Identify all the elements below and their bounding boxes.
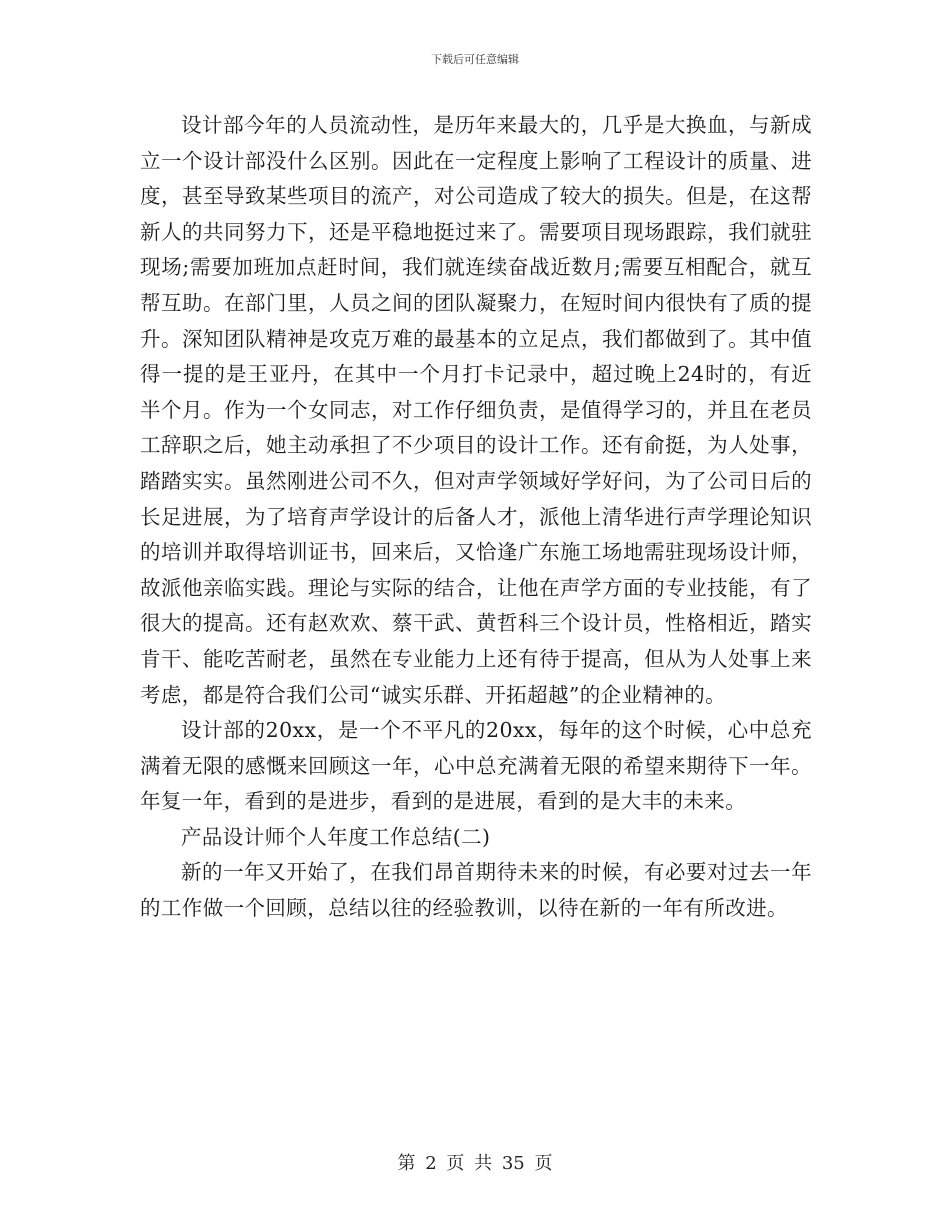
paragraph-year-reflection: 设计部的20xx，是一个不平凡的20xx，每年的这个时候，心中总充满着无限的感慨来回顾这一年，心中总充满着无限的希望来期待下一年。年复一年，看到的是进步，看到的是进展，看到的是大丰的未来。: [140, 718, 812, 814]
page-number-footer: 第 2 页 共 35 页: [397, 1153, 553, 1174]
page-header: 下载后可任意编辑: [431, 53, 519, 66]
paragraph-design-department-staff: 设计部今年的人员流动性，是历年来最大的，几乎是大换血，与新成立一个设计部没什么区别。因此在一定程度上影响了工程设计的质量、进度，甚至导致某些项目的流产，对公司造成了较大的损失。但是，在这帮新人的共同努力下，还是平稳地挺过来了。需要项目现场跟踪，我们就驻现场;需要加班加点赶时间，我们就连续奋战近数月;需要互相配合，就互帮互助。在部门里，人员之间的团队凝聚力，在短时间内很快有了质的提升。深知团队精神是攻克万难的最基本的立足点，我们都做到了。其中值得一提的是王亚丹，在其中一个月打卡记录中，超过晚上24时的，有近半个月。作为一个女同志，对工作仔细负责，是值得学习的，并且在老员工辞职之后，她主动承担了不少项目的设计工作。还有俞挺，为人处事，踏踏实实。虽然刚进公司不久，但对声学领域好学好问，为了公司日后的长足进展，为了培育声学设计的后备人才，派他上清华进行声学理论知识的培训并取得培训证书，回来后，又恰逢广东施工场地需驻现场设计师，故派他亲临实践。理论与实际的结合，让他在声学方面的专业技能，有了很大的提高。还有赵欢欢、蔡干武、黄哲科三个设计员，性格相近，踏实肯干、能吃苦耐老，虽然在专业能力上还有待于提高，但从为人处事上来考虑，都是符合我们公司“诚实乐群、开拓超越”的企业精神的。: [140, 113, 812, 707]
paragraph-new-year-intro: 新的一年又开始了，在我们昂首期待未来的时候，有必要对过去一年的工作做一个回顾，总结以往的经验教训，以待在新的一年有所改进。: [140, 860, 812, 921]
document-body: [140, 108, 812, 927]
section-heading: 产品设计师个人年度工作总结(二): [181, 824, 491, 849]
